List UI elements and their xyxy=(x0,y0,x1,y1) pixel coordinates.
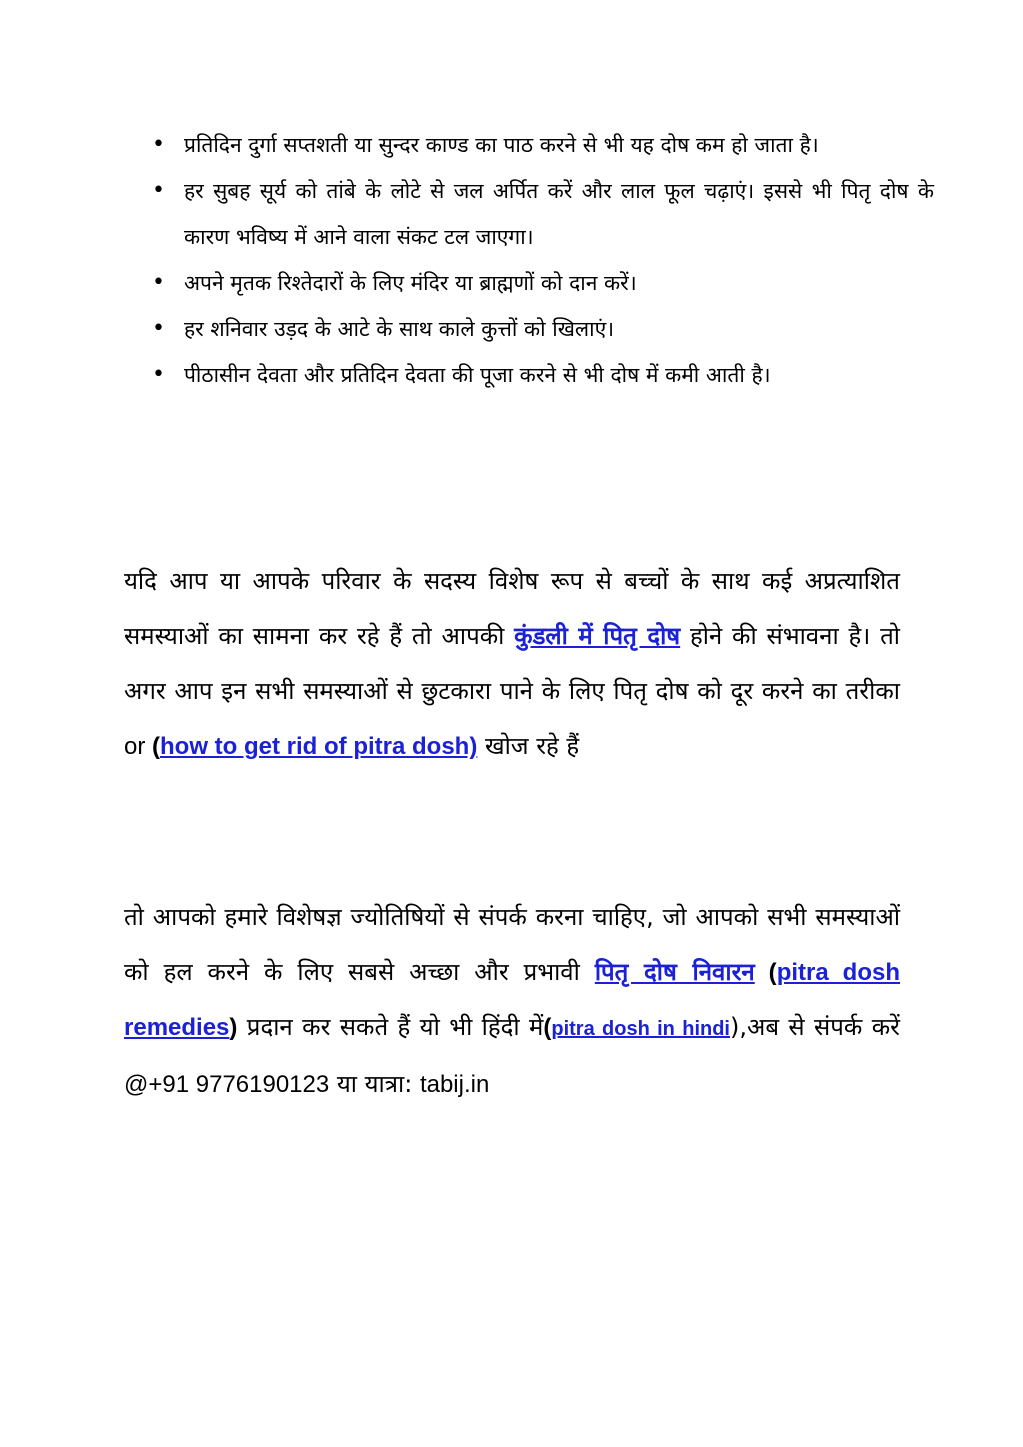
paragraph-text: यदि आप या आपके परिवार के सदस्य विशेष रूप से बच्चों के साथ कई अप्रत्याशित समस्याओं का सामना कर रहे हैं तो आपकी xyxy=(124,567,900,650)
paragraph-text: ( xyxy=(145,733,161,760)
list-item: • पीठासीन देवता और प्रतिदिन देवता की पूजा करने से भी दोष में कमी आती है। xyxy=(184,352,934,398)
paragraph-text: या यात्रा: xyxy=(329,1070,420,1098)
remedies-list xyxy=(150,122,934,398)
contact-phone: @+91 9776190123 xyxy=(124,1071,330,1098)
paragraph-text: खोज रहे हैं xyxy=(477,732,580,760)
paragraph-text: होने की संभावना है। तो अगर आप इन सभी समस्याओं से छुटकारा पाने के लिए पितृ दोष को दूर करने का तरीका xyxy=(124,622,900,705)
pitra-dosh-remedies-link[interactable]: pitra dosh remedies xyxy=(124,959,900,1041)
kundli-pitra-dosh-link[interactable]: कुंडली में पितृ दोष xyxy=(514,622,681,650)
paragraph-text: ( xyxy=(543,1014,552,1041)
pitra-dosh-nivaran-link[interactable]: पितृ दोष निवारन xyxy=(594,958,755,986)
paragraph-text: तो आपको हमारे विशेषज्ञ ज्योतिषियों से संपर्क करना चाहिए, जो आपको सभी समस्याओं को हल करने के लिए सबसे अच्छा और प्रभावी xyxy=(124,903,900,986)
paragraph-contact xyxy=(124,890,900,1112)
paragraph-text: ( xyxy=(754,959,777,986)
list-item: • हर शनिवार उड़द के आटे के साथ काले कुत्तों को खिलाएं। xyxy=(184,306,934,352)
list-item: • प्रतिदिन दुर्गा सप्तशती या सुन्दर काण्ड का पाठ करने से भी यह दोष कम हो जाता है। xyxy=(184,122,934,168)
list-item: • अपने मृतक रिश्तेदारों के लिए मंदिर या ब्राह्मणों को दान करें। xyxy=(184,260,934,306)
pitra-dosh-in-hindi-link[interactable]: pitra dosh in hindi xyxy=(551,1018,730,1040)
paragraph-text: प्रदान कर सकते हैं यो भी हिंदी में xyxy=(237,1013,544,1041)
paragraph-text: or xyxy=(124,733,146,760)
paragraph-text: ) xyxy=(229,1014,238,1041)
paragraph-text: ),अब से संपर्क करें xyxy=(730,1013,900,1041)
list-item: • हर सुबह सूर्य को तांबे के लोटे से जल अर्पित करें और लाल फूल चढ़ाएं। इससे भी पितृ दोष के कारण भविष्य में आने वाला संकट टल जाएगा। xyxy=(184,168,934,260)
how-to-get-rid-link[interactable]: how to get rid of pitra dosh) xyxy=(160,733,478,760)
website-name: tabij.in xyxy=(419,1071,490,1098)
paragraph-pitra-dosh-intro xyxy=(124,554,900,774)
